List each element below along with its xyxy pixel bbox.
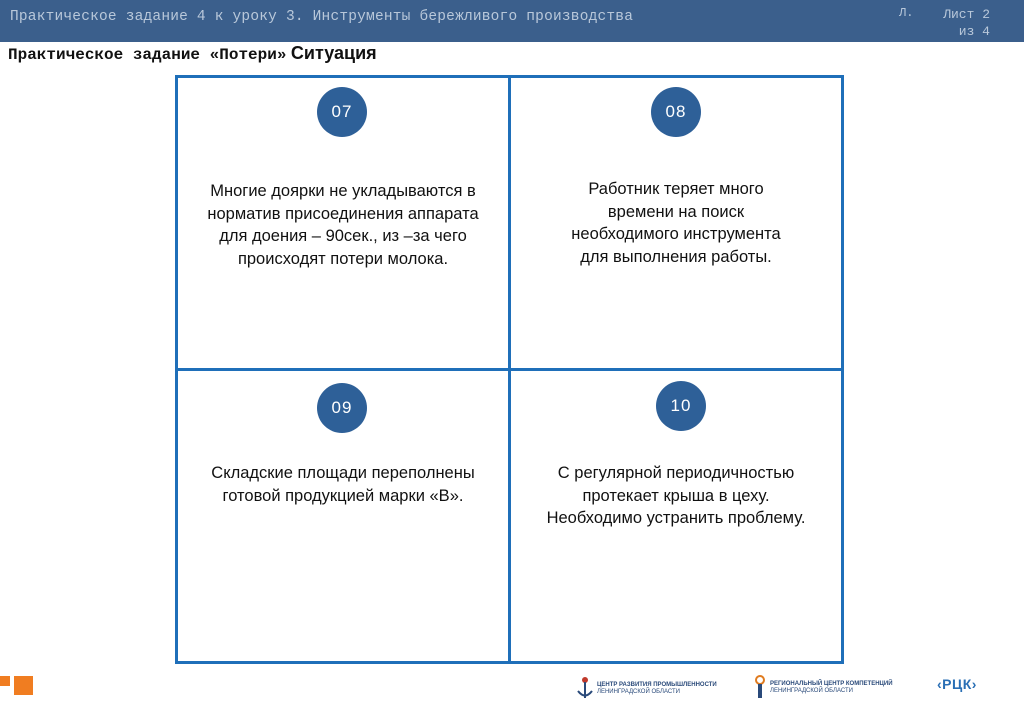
anchor-icon: [577, 676, 593, 700]
header-bar: [0, 0, 1024, 42]
situation-text: Складские площади переполнены готовой продукцией марки «В».: [211, 464, 475, 505]
sheet-total: из 4: [958, 24, 990, 39]
logo2-line1: РЕГИОНАЛЬНЫЙ ЦЕНТР КОМПЕТЕНЦИЙ: [770, 681, 893, 687]
situation-card-07: [175, 75, 511, 371]
logo1-line1: ЦЕНТР РАЗВИТИЯ ПРОМЫШЛЕННОСТИ: [597, 682, 717, 688]
logo-rck: ‹РЦК›: [937, 676, 977, 692]
tower-icon: [752, 675, 768, 701]
situation-number-badge: 10: [656, 381, 706, 431]
page-title-main: Ситуация: [290, 43, 377, 63]
sheet-number: Лист 2: [943, 7, 990, 22]
logo-rck-text: РЦК: [942, 676, 972, 692]
situation-number-badge: 09: [317, 383, 367, 433]
logo1-line2: ЛЕНИНГРАДСКОЙ ОБЛАСТИ: [597, 689, 680, 695]
accent-square-small: [0, 676, 10, 686]
situation-number-badge: 08: [651, 87, 701, 137]
header-mark: Л.: [899, 6, 914, 20]
page-title-prefix: Практическое задание «Потери»: [8, 46, 287, 64]
situation-card-09: [175, 368, 511, 664]
situation-text: С регулярной периодичностью протекает крыша в цеху. Необходимо устранить проблему.: [546, 464, 806, 527]
page-title: [8, 43, 377, 64]
situation-card-08: [508, 75, 844, 371]
header-title: Практическое задание 4 к уроку 3. Инструменты бережливого производства: [10, 9, 634, 25]
situation-number-badge: 07: [317, 87, 367, 137]
accent-square-large: [14, 676, 33, 695]
situation-text: Работник теряет много времени на поиск необходимого инструмента для выполнения работы.: [571, 180, 781, 266]
situation-text: Многие доярки не укладываются в норматив присоединения аппарата для доения – 90сек., из –за чего происходят потери молока.: [207, 182, 479, 268]
sheet-counter: [934, 6, 990, 40]
situation-card-10: [508, 368, 844, 664]
logo2-line2: ЛЕНИНГРАДСКОЙ ОБЛАСТИ: [770, 688, 853, 694]
